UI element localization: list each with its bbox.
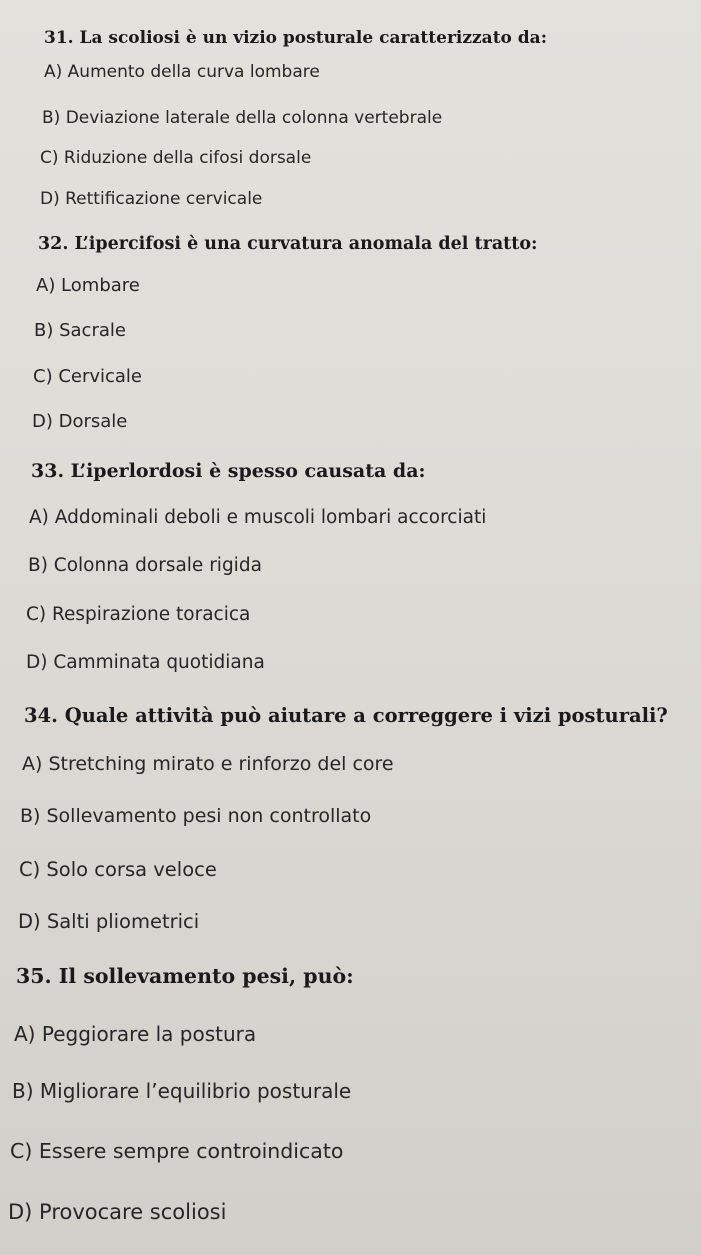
question-33-option-c: C) Respirazione toracica bbox=[26, 604, 251, 625]
question-34-option-b: B) Sollevamento pesi non controllato bbox=[20, 805, 372, 827]
question-33-option-a: A) Addominali deboli e muscoli lombari accorciati bbox=[29, 507, 487, 528]
question-32-option-d: D) Dorsale bbox=[32, 411, 128, 432]
question-32-option-c: C) Cervicale bbox=[33, 366, 143, 387]
question-33-option-d: D) Camminata quotidiana bbox=[26, 652, 265, 673]
question-31-option-a: A) Aumento della curva lombare bbox=[44, 62, 320, 82]
question-35-option-a: A) Peggiorare la postura bbox=[14, 1022, 257, 1046]
question-34-option-c: C) Solo corsa veloce bbox=[19, 858, 217, 881]
question-32-text: 32. L’ipercifosi è una curvatura anomala del tratto: bbox=[38, 234, 538, 254]
question-31-option-b: B) Deviazione laterale della colonna vertebrale bbox=[42, 108, 443, 128]
question-35-text: 35. Il sollevamento pesi, può: bbox=[16, 964, 354, 988]
question-32-option-a: A) Lombare bbox=[36, 275, 140, 296]
question-32-option-b: B) Sacrale bbox=[34, 320, 126, 341]
question-35-option-d: D) Provocare scoliosi bbox=[8, 1200, 227, 1224]
question-34-text: 34. Quale attività può aiutare a correggere i vizi posturali? bbox=[24, 704, 668, 727]
question-34-option-a: A) Stretching mirato e rinforzo del core bbox=[22, 753, 394, 775]
question-35-option-c: C) Essere sempre controindicato bbox=[10, 1139, 344, 1163]
question-31-option-c: C) Riduzione della cifosi dorsale bbox=[40, 148, 312, 168]
question-33-option-b: B) Colonna dorsale rigida bbox=[28, 555, 262, 576]
question-35-option-b: B) Migliorare l’equilibrio posturale bbox=[12, 1079, 352, 1103]
question-31-option-d: D) Rettificazione cervicale bbox=[40, 189, 263, 209]
question-34-option-d: D) Salti pliometrici bbox=[18, 910, 200, 933]
question-33-text: 33. L’iperlordosi è spesso causata da: bbox=[31, 460, 426, 482]
question-31-text: 31. La scoliosi è un vizio posturale caratterizzato da: bbox=[44, 28, 547, 48]
